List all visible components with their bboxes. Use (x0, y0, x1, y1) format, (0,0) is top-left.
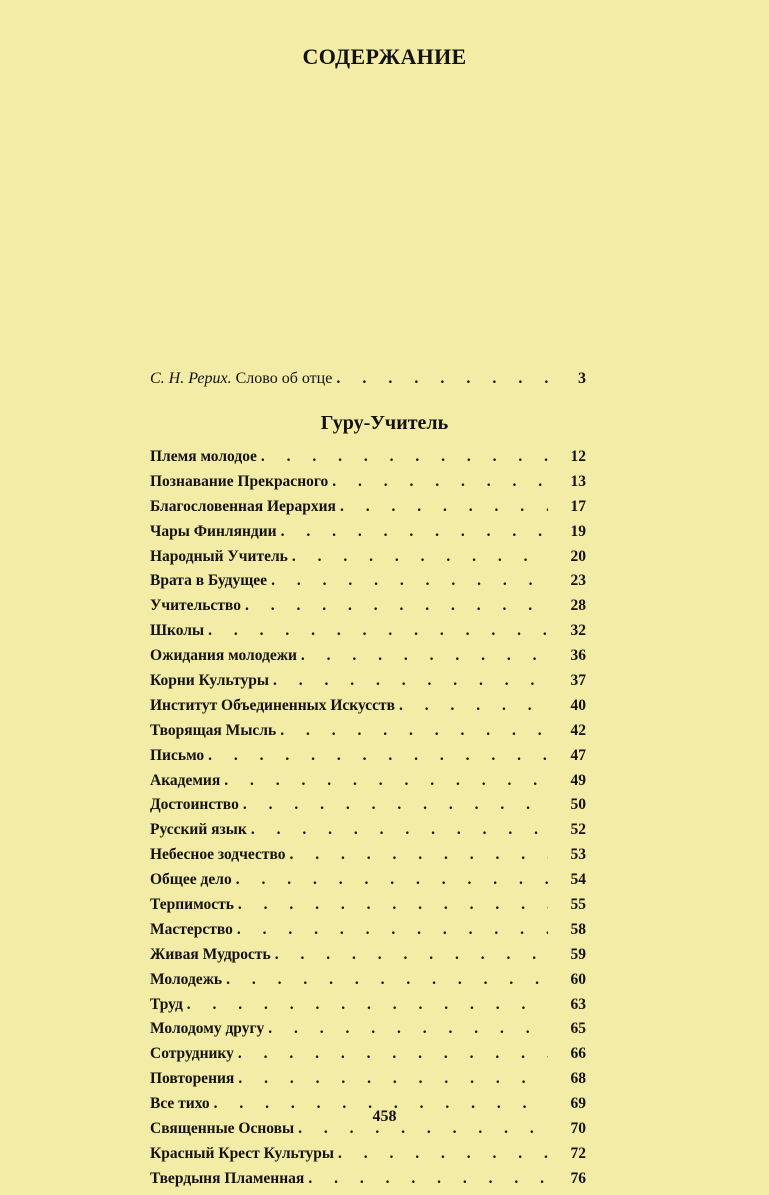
toc-entry-page: 12 (570, 448, 586, 465)
intro-author: С. Н. Рерих. (150, 370, 232, 387)
toc-entry-title: Чары Финляндии (150, 522, 277, 540)
toc-entry (150, 523, 586, 548)
toc-entry-page: 54 (570, 871, 586, 889)
toc-entry-page: 50 (570, 796, 586, 814)
toc-entry (150, 622, 586, 647)
toc-entry-page: 23 (570, 572, 586, 590)
dot-leader (224, 772, 548, 790)
toc-entry (150, 722, 586, 747)
toc-entry-title: Общее дело (150, 871, 232, 889)
toc-entry (150, 871, 586, 896)
toc-entry (150, 1145, 586, 1170)
toc-entry (150, 1045, 586, 1070)
dot-leader (280, 722, 548, 740)
toc-entry-title: Познавание Прекрасного (150, 472, 329, 490)
dot-leader (243, 796, 548, 814)
toc-entry-page: 65 (570, 1020, 586, 1038)
dot-leader (338, 1145, 548, 1163)
toc-entry (150, 946, 586, 971)
toc-entry-title: Красный Крест Культуры (150, 1144, 335, 1162)
dot-leader (251, 821, 548, 839)
toc-entry (150, 1170, 586, 1195)
toc-entry-title: Ожидания молодежи (150, 647, 297, 665)
toc-entry-title: Институт Объединенных Искусств (150, 696, 396, 714)
toc-entry (150, 448, 586, 473)
toc-entry-page: 47 (570, 746, 586, 764)
toc-entry-page: 40 (570, 696, 586, 714)
toc-entry (150, 473, 586, 498)
toc-entry-title: Терпимость (150, 896, 234, 914)
toc-entry-title: Учительство (150, 597, 241, 615)
toc-entry (150, 697, 586, 722)
toc-entry (150, 996, 586, 1021)
toc-entry-title: Творящая Мысль (150, 721, 277, 739)
toc-entry-title: Мастерство (150, 920, 233, 938)
dot-leader (289, 846, 548, 864)
dot-leader (399, 697, 548, 715)
toc-entry-page: 49 (570, 771, 586, 789)
dot-leader (237, 921, 548, 939)
toc-entry-title: Племя молодое (150, 448, 257, 465)
toc-entry (150, 846, 586, 871)
dot-leader (275, 946, 548, 964)
dot-leader (332, 473, 548, 491)
toc-entry (150, 971, 586, 996)
toc-entry (150, 821, 586, 846)
toc-entry-page: 17 (570, 497, 586, 515)
toc-entry-page: 76 (570, 1169, 586, 1187)
toc-entry-title: Академия (150, 771, 221, 789)
toc-entry-page: 68 (570, 1070, 586, 1088)
toc-entry-title: Врата в Будущее (150, 572, 268, 590)
dot-leader (236, 871, 548, 889)
dot-leader (292, 548, 548, 566)
toc-entry-title: Труд (150, 995, 183, 1013)
toc-entry (150, 796, 586, 821)
toc-entry-page: 72 (570, 1144, 586, 1162)
toc-entry (150, 747, 586, 772)
toc-entry-page: 53 (570, 846, 586, 864)
dot-leader (281, 523, 548, 541)
intro-title: Слово об отце (231, 370, 333, 387)
dot-leader (271, 572, 548, 590)
dot-leader (208, 747, 548, 765)
toc-entry-page: 36 (570, 647, 586, 665)
toc-entry-title: Корни Культуры (150, 672, 269, 690)
toc-entry (150, 548, 586, 573)
toc-entry (150, 572, 586, 597)
toc-entry-page: 28 (570, 597, 586, 615)
toc-entry-title: Сотруднику (150, 1045, 234, 1063)
toc-entry-title: Русский язык (150, 821, 247, 839)
dot-leader (238, 1070, 548, 1088)
toc-entry-title: Достоинство (150, 796, 239, 814)
dot-leader (273, 672, 548, 690)
toc-entry (150, 597, 586, 622)
toc-entry-title: Народный Учитель (150, 547, 288, 565)
toc-entry (150, 1020, 586, 1045)
section-title: Гуру-Учитель (320, 412, 449, 434)
toc-entry-page: 42 (570, 721, 586, 739)
toc-entry-page: 20 (570, 547, 586, 565)
toc-entry-page: 69 (570, 1095, 586, 1113)
dot-leader (268, 1020, 548, 1038)
toc-entry-page: 32 (570, 622, 586, 640)
toc-entry-page: 60 (570, 970, 586, 988)
dot-leader (238, 896, 548, 914)
toc-entry-page: 19 (570, 522, 586, 540)
dot-leader (340, 498, 548, 516)
toc-entry (150, 772, 586, 797)
dot-leader (301, 647, 548, 665)
toc-entry-page: 58 (570, 920, 586, 938)
toc-entry-title: Живая Мудрость (150, 945, 271, 963)
toc-entry-title: Небесное зодчество (150, 846, 286, 864)
toc-entry (150, 896, 586, 921)
toc-entry-page: 13 (570, 472, 586, 490)
dot-leader (226, 971, 548, 989)
page-heading: СОДЕРЖАНИЕ (302, 44, 467, 69)
toc-entry (150, 1070, 586, 1095)
folio-page-number: 458 (372, 1108, 397, 1125)
dot-leader (245, 597, 548, 615)
toc-entry-title: Молодому другу (150, 1020, 265, 1038)
toc-entry-page: 66 (570, 1045, 586, 1063)
toc-entry-title: Повторения (150, 1070, 235, 1088)
toc-entry-page: 52 (570, 821, 586, 839)
toc-entry-title: Священные Основы (150, 1120, 295, 1138)
toc-entry-title: Письмо (150, 746, 205, 764)
toc-entry-title: Твердыня Пламенная (150, 1169, 305, 1187)
toc-entry-title: Молодежь (150, 970, 223, 988)
dot-leader (208, 622, 548, 640)
toc-entry-title: Благословенная Иерархия (150, 497, 336, 515)
dot-leader (238, 1045, 548, 1063)
toc-entry-page: 55 (570, 896, 586, 914)
toc-entry (150, 921, 586, 946)
toc-entry-page: 63 (570, 995, 586, 1013)
toc-list (150, 448, 586, 1195)
toc-entry-title: Все тихо (150, 1095, 210, 1113)
intro-page-number: 3 (578, 370, 586, 387)
intro-entry (150, 370, 586, 388)
toc-entry (150, 672, 586, 697)
dot-leader (187, 996, 548, 1014)
toc-entry (150, 498, 586, 523)
dot-leader (336, 370, 548, 388)
toc-entry-title: Школы (150, 622, 205, 640)
toc-entry (150, 647, 586, 672)
toc-entry-page: 70 (570, 1120, 586, 1138)
toc-entry-page: 37 (570, 672, 586, 690)
toc-entry-page: 59 (570, 945, 586, 963)
dot-leader (261, 448, 548, 466)
